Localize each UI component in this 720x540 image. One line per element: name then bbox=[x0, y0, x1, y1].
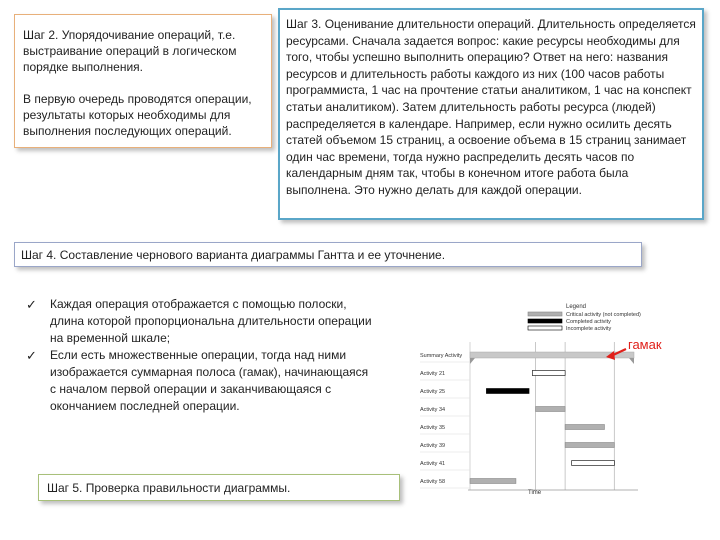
gantt-legend bbox=[528, 304, 641, 332]
legend-swatch bbox=[528, 319, 562, 323]
step2-text: Шаг 2. Упорядочивание операций, т.е. выстраивание операций в логическом порядке выполнения. bbox=[23, 28, 237, 74]
row-label: Activity 41 bbox=[420, 461, 446, 467]
activity-bar bbox=[486, 389, 529, 394]
callout-label: гамак bbox=[628, 337, 662, 352]
legend-label: Incomplete activity bbox=[566, 326, 612, 332]
step2-note: В первую очередь проводятся операции, результаты которых необходимы для выполнения последующих операций. bbox=[23, 92, 252, 138]
checkmark-icon: ✓ bbox=[26, 297, 37, 312]
row-label: Activity 34 bbox=[420, 407, 446, 413]
step5-text: Шаг 5. Проверка правильности диаграммы. bbox=[47, 481, 291, 495]
legend-title: Legend bbox=[566, 304, 587, 310]
row-label: Activity 58 bbox=[420, 479, 446, 485]
checkmark-icon: ✓ bbox=[26, 348, 37, 363]
step3-box bbox=[278, 8, 704, 220]
legend-label: Completed activity bbox=[566, 319, 611, 325]
step4-box bbox=[14, 242, 642, 267]
summary-bar-end bbox=[629, 358, 634, 364]
step5-box bbox=[38, 474, 400, 501]
activity-bar bbox=[572, 461, 615, 466]
bullet-text: Если есть множественные операции, тогда над ними изображается суммарная полоса (гамак), начинающаяся с началом первой операции и заканчивающаяся с окончанием последней операции. bbox=[50, 348, 369, 413]
row-label: Summary Activity bbox=[420, 353, 463, 359]
gantt-rows bbox=[420, 352, 634, 488]
step3-text: Шаг 3. Оценивание длительности операций. Длительность определяется ресурсами. Сначала задается вопрос: какие ресурсы необходимы для того, чтобы успешно выполнить операцию? Ответ на него: названия ресурсов и длительность работы каждого из них (100 часов работы программиста, 1 час на прочтение статьи аналитиком, 1 час на конспект статьи аналитиком). Затем длительность работы ресурса (людей) распределяется в календаре. Например, если нужно осилить десять статей объемом 15 страниц, а освоение объема в 15 страниц занимает один час времени, тогда нужно распределить десять часов по календарным дням так, чтобы в конечном итоге работа была выполнена. Это нужно делать для каждой операции. bbox=[286, 17, 696, 197]
bullet-text: Каждая операция отображается с помощью полоски, длина которой пропорциональна длительности операции на временной шкале; bbox=[50, 297, 372, 345]
summary-bar-end bbox=[470, 358, 475, 364]
legend-label: Critical activity (not completed) bbox=[566, 312, 641, 318]
row-label: Activity 35 bbox=[420, 425, 446, 431]
time-axis-label: Time bbox=[528, 490, 542, 496]
gantt-grid bbox=[468, 342, 638, 490]
step2-box bbox=[14, 14, 272, 148]
row-label: Activity 21 bbox=[420, 371, 446, 377]
legend-swatch bbox=[528, 326, 562, 330]
gantt-chart bbox=[396, 302, 696, 502]
activity-bar bbox=[565, 443, 614, 448]
activity-bar bbox=[565, 425, 604, 430]
row-label: Activity 39 bbox=[420, 443, 446, 449]
bullet-item bbox=[26, 347, 374, 415]
legend-swatch bbox=[528, 312, 562, 316]
row-label: Activity 25 bbox=[420, 389, 446, 395]
activity-bar bbox=[470, 479, 516, 484]
bullet-list bbox=[26, 296, 374, 415]
activity-bar bbox=[532, 371, 565, 376]
bullet-item bbox=[26, 296, 374, 347]
activity-bar bbox=[536, 407, 566, 412]
step4-text: Шаг 4. Составление чернового варианта диаграммы Гантта и ее уточнение. bbox=[21, 248, 446, 262]
